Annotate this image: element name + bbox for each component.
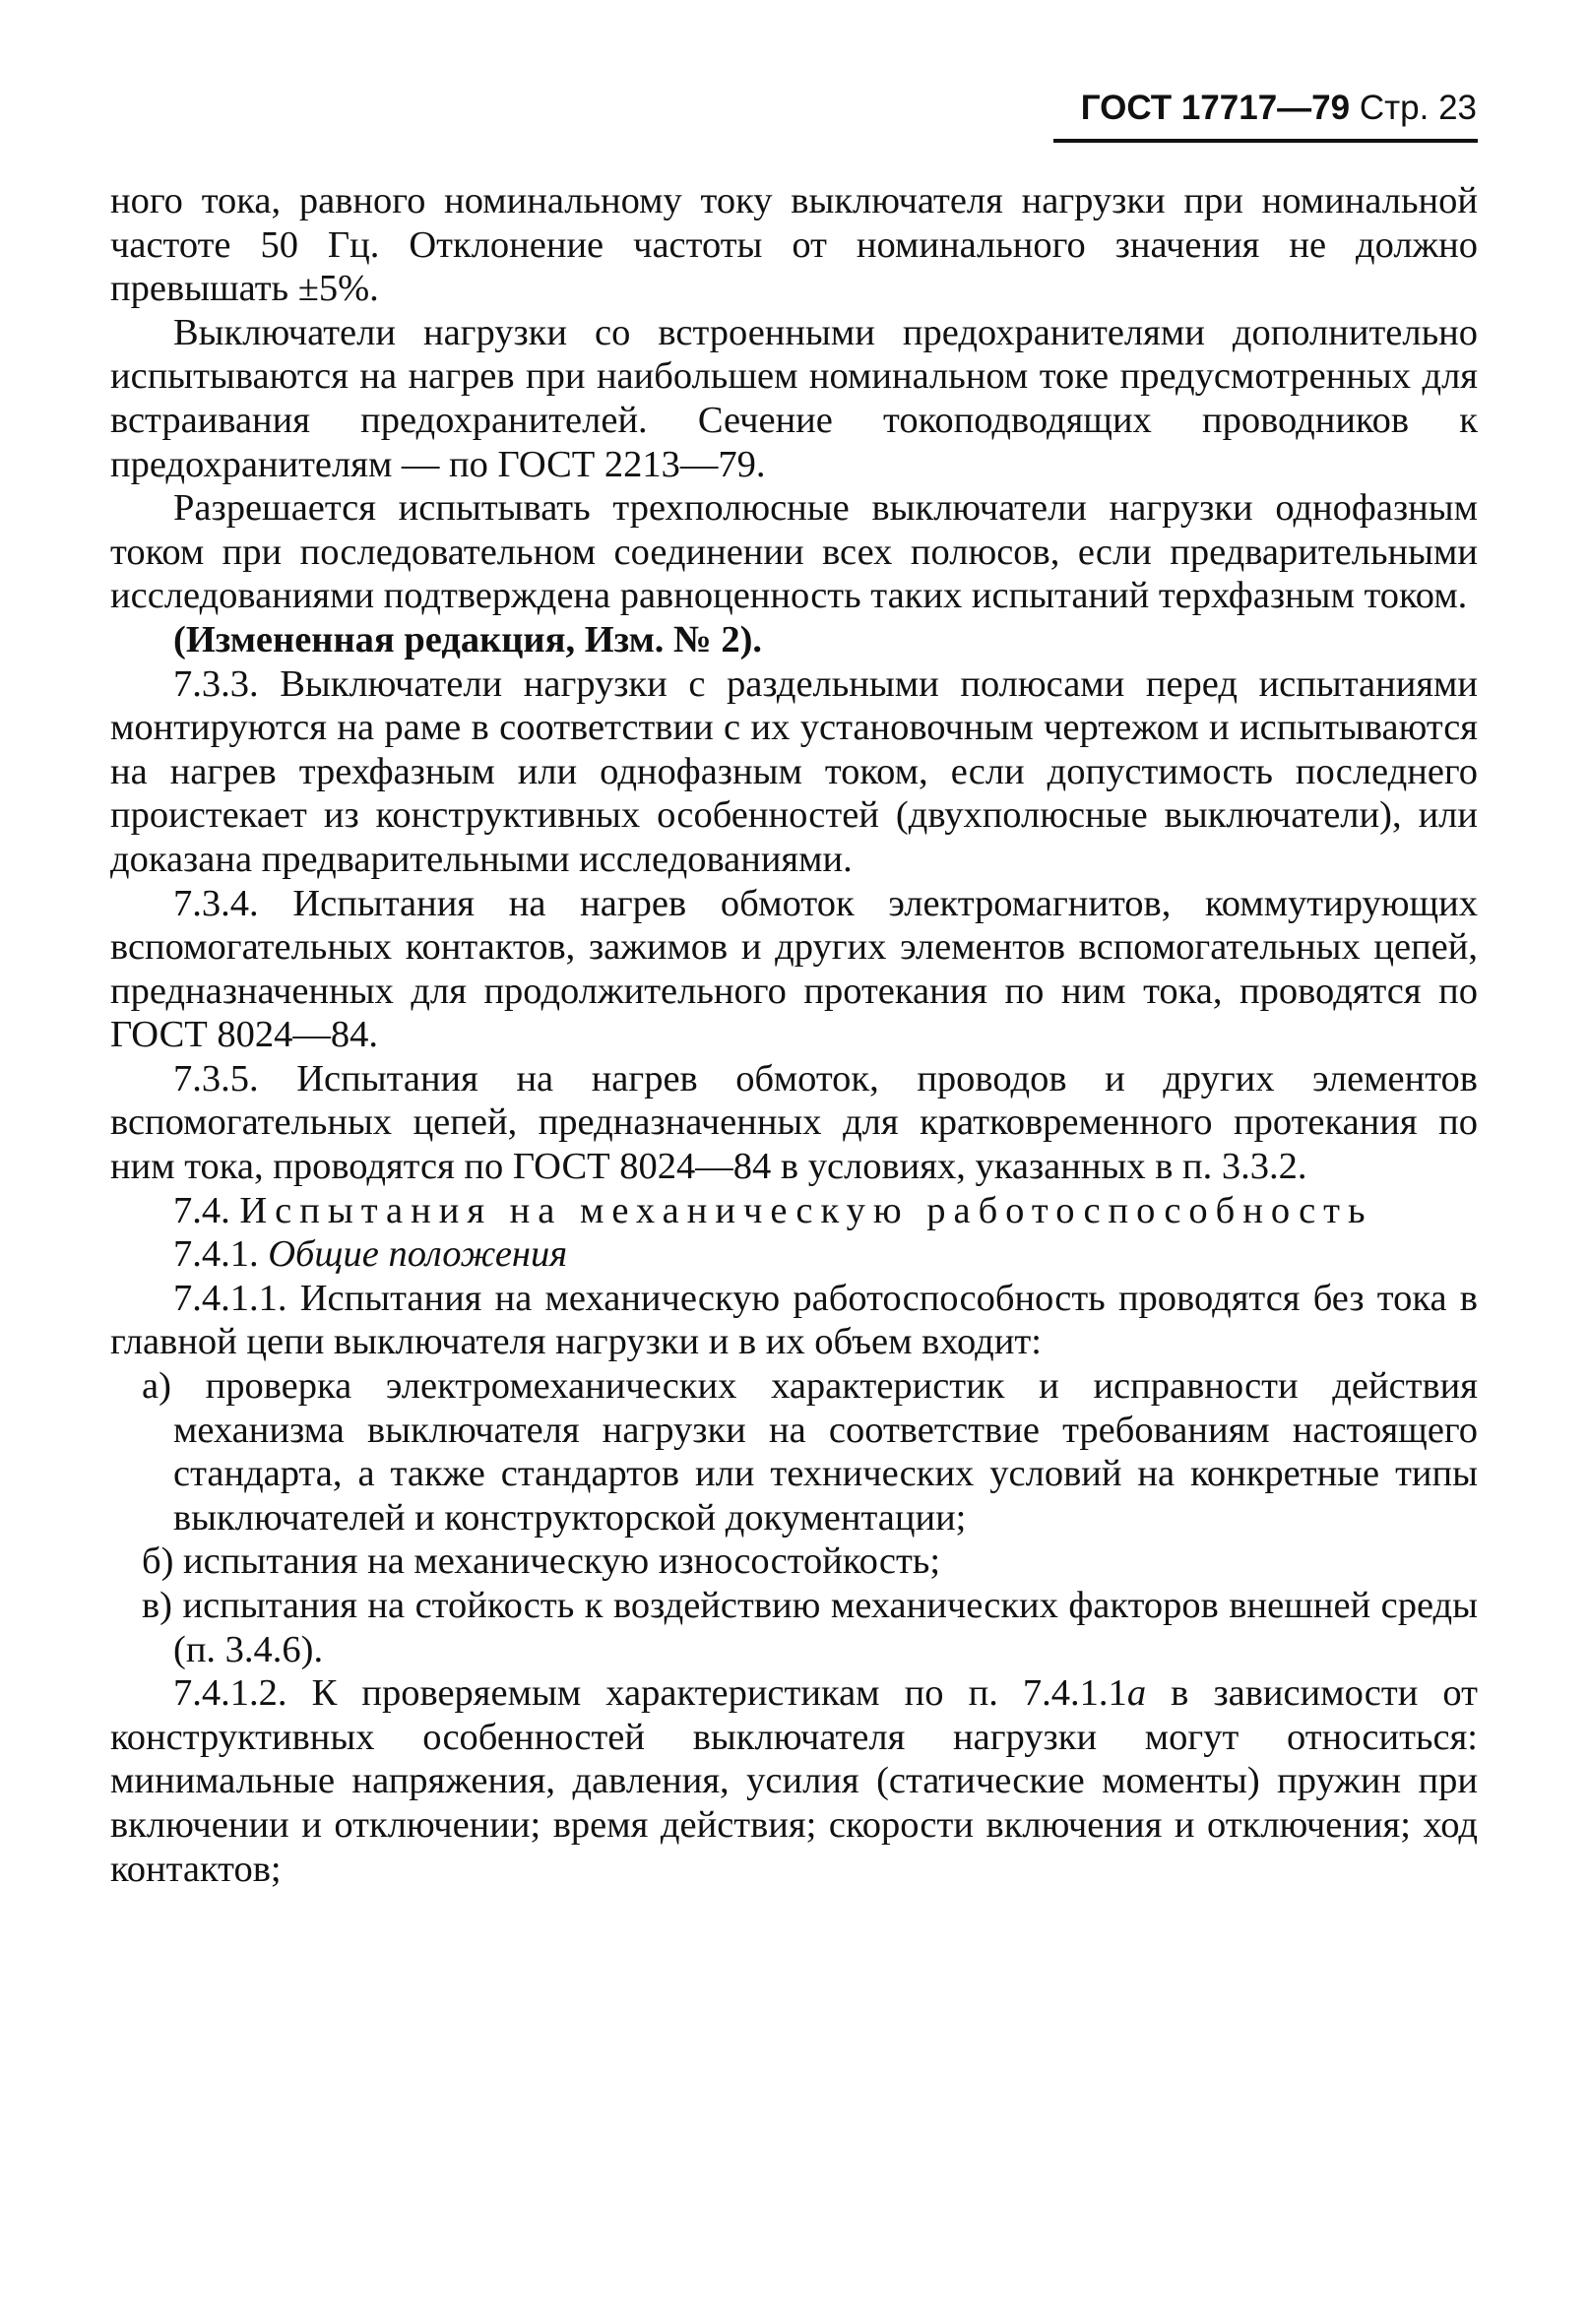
clause-7-3-4: 7.3.4. Испытания на нагрев обмоток электромагнитов, коммутирующих вспомогательных контактов, зажимов и других элементов вспомогательных цепей, предназначенных для продолжительного протекания по ним тока, проводятся по ГОСТ 8024—84.: [110, 882, 1478, 1056]
paragraph-single-phase-testing: Разрешается испытывать трехполюсные выключатели нагрузки однофазным током при последовательном соединении всех полюсов, если предварительными исследованиями подтверждена равноценность таких испытаний терхфазным током.: [110, 487, 1478, 617]
clause-7-4-1-2-item-letter: а: [1126, 1672, 1147, 1715]
clause-7-4-1-2-start: 7.4.1.2. К проверяемым характеристикам по п. 7.4.1.1: [173, 1672, 1127, 1715]
list-item-a: а) проверка электромеханических характеристик и исправности действия механизма выключателя нагрузки на соответствие требованиям настоящего стандарта, а также стандартов или технических условий на конкретные типы выключателей и конструкторской документации;: [142, 1365, 1478, 1539]
section-number-7-4: 7.4.: [173, 1189, 230, 1231]
amendment-note: (Измененная редакция, Изм. № 2).: [173, 618, 763, 660]
list-item-v: в) испытания на стойкость к воздействию механических факторов внешней среды (п. 3.4.6).: [142, 1585, 1478, 1670]
clause-7-4-1-2-rest: в зависимости от конструктивных особенностей выключателя нагрузки могут относиться: минимальные напряжения, давления, усилия (статические моменты) пружин при включении и отключении; время действия; скорости включения и отключения; ход контактов;: [110, 1672, 1478, 1890]
page-header: [1081, 87, 1477, 130]
list-item-b: б) испытания на механическую износостойкость;: [142, 1540, 941, 1583]
header-page-number: Стр. 23: [1359, 89, 1477, 127]
section-heading-7-4: [110, 1189, 1478, 1233]
clause-7-4-1-1: 7.4.1.1. Испытания на механическую работоспособность проводятся без тока в главной цепи выключателя нагрузки и в их объем входит:: [110, 1277, 1478, 1363]
clause-7-4-1-2: [110, 1671, 1478, 1891]
paragraph-continuation: ного тока, равного номинальному току выключателя нагрузки при номинальной частоте 50 Гц. Отклонение частоты от номинального значения не должно превышать ±5%.: [110, 180, 1478, 310]
section-title-7-4: Испытания на механическую работоспособность: [239, 1189, 1373, 1231]
clause-7-3-5: 7.3.5. Испытания на нагрев обмоток, проводов и других элементов вспомогательных цепей, предназначенных для кратковременного протекания по ним тока, проводятся по ГОСТ 8024—84 в условиях, указанных в п. 3.3.2.: [110, 1057, 1478, 1188]
subsection-heading-7-4-1: [110, 1232, 1478, 1277]
paragraph-fused-switches: Выключатели нагрузки со встроенными предохранителями дополнительно испытываются на нагрев при наибольшем номинальном токе предусмотренных для встраивания предохранителей. Сечение токоподводящих проводников к предохранителям — по ГОСТ 2213—79.: [110, 311, 1478, 485]
subsection-title-7-4-1: Общие положения: [268, 1233, 568, 1276]
clause-7-3-3: 7.3.3. Выключатели нагрузки с раздельными полюсами перед испытаниями монтируются на раме в соответствии с их установочным чертежом и испытываются на нагрев трехфазным или однофазным током, если допустимость последнего проистекает из конструктивных особенностей (двухполюсные выключатели), или доказана предварительными исследованиями.: [110, 662, 1478, 880]
page-body: [110, 179, 1478, 1891]
subsection-number-7-4-1: 7.4.1.: [173, 1233, 259, 1276]
header-rule: [1053, 139, 1478, 143]
header-standard-number: ГОСТ 17717—79: [1080, 89, 1351, 127]
